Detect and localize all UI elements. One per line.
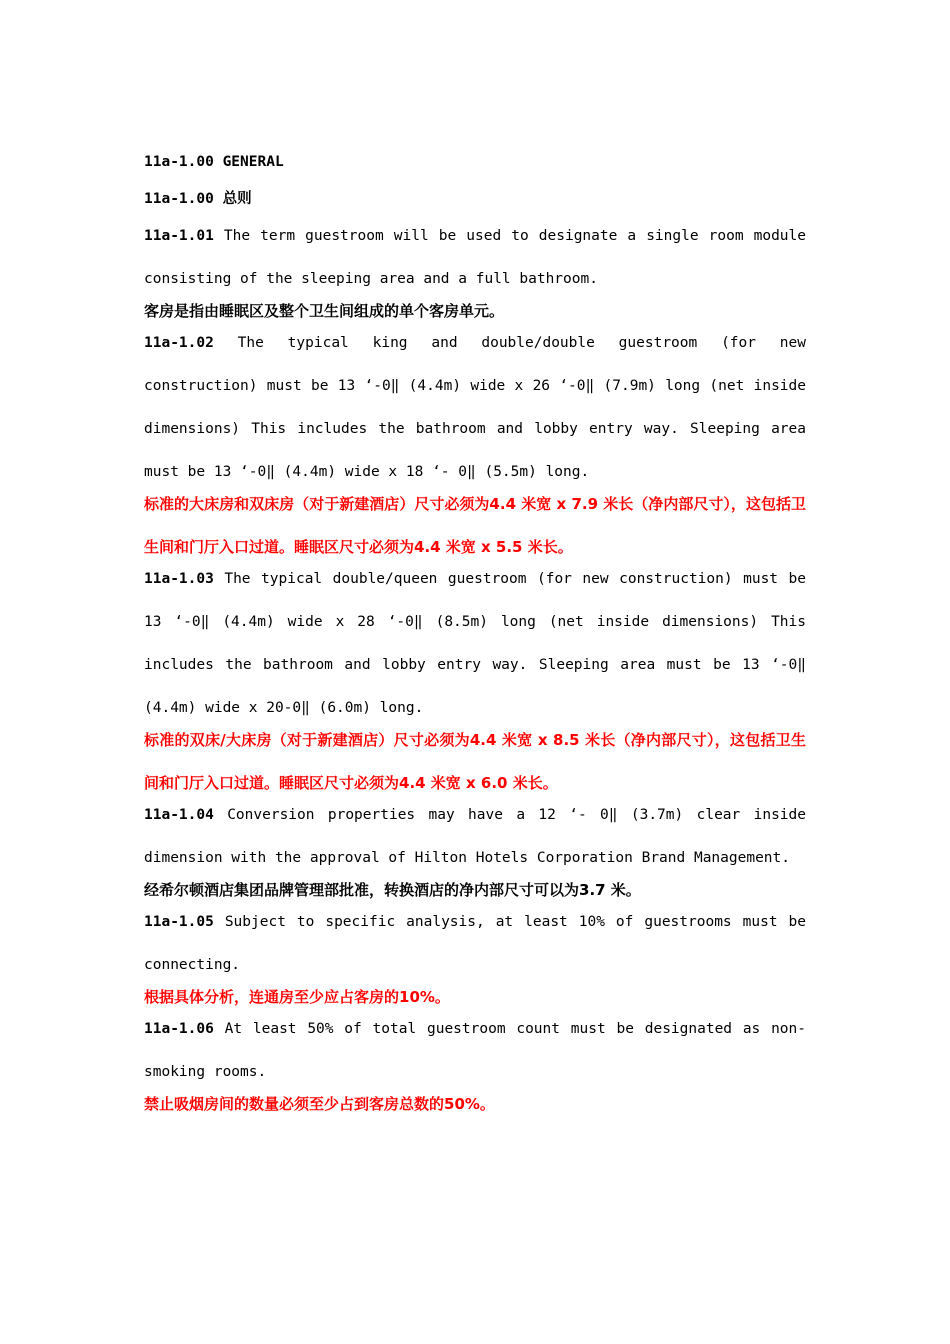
clause-translation: 禁止吸烟房间的数量必须至少占到客房总数的50%。 bbox=[144, 1095, 495, 1113]
clause-english bbox=[144, 558, 806, 730]
clause-text: The typical king and double/double guestroom (for new construction) must be 13 ‘-0‖ (4.4m) wide x 26 ‘-0‖ (7.9m) long (net inside dimensions) This includes the bathroom and lobby entry way. Sleeping area must be 13 ‘-0‖ (4.4m) wide x 18 ‘- 0‖ (5.5m) long. bbox=[144, 335, 806, 480]
clause-number: 11a-1.01 bbox=[144, 228, 214, 244]
clause-english bbox=[144, 901, 806, 987]
clause-text: Subject to specific analysis, at least 10% of guestrooms must be connecting. bbox=[144, 914, 806, 973]
clause-translation: 客房是指由睡眠区及整个卫生间组成的单个客房单元。 bbox=[144, 302, 505, 320]
document-body bbox=[144, 152, 806, 1123]
clause-text: The typical double/queen guestroom (for new construction) must be 13 ‘-0‖ (4.4m) wide x 28 ‘-0‖ (8.5m) long (net inside dimensions) This includes the bathroom and lobby entry way. Sleeping area must be 13 ‘-0‖ (4.4m) wide x 20-0‖ (6.0m) long. bbox=[144, 571, 806, 716]
clause-translation: 根据具体分析，连通房至少应占客房的10%。 bbox=[144, 988, 450, 1006]
section-heading-english: 11a-1.00 GENERAL bbox=[144, 154, 284, 170]
clause-text: The term guestroom will be used to designate a single room module consisting of the sleeping area and a full bathroom. bbox=[144, 228, 806, 287]
clause-text: At least 50% of total guestroom count must be designated as non-smoking rooms. bbox=[144, 1021, 806, 1080]
clause-translation: 标准的双床/大床房（对于新建酒店）尺寸必须为4.4 米宽 x 8.5 米长（净内部尺寸），这包括卫生间和门厅入口过道。睡眠区尺寸必须为4.4 米宽 x 6.0 米长。 bbox=[144, 731, 806, 792]
clause-number: 11a-1.03 bbox=[144, 571, 214, 587]
clause-translation: 经希尔顿酒店集团品牌管理部批准，转换酒店的净内部尺寸可以为3.7 米。 bbox=[144, 881, 641, 899]
clause-text: Conversion properties may have a 12 ‘- 0‖ (3.7m) clear inside dimension with the approval of Hilton Hotels Corporation Brand Management. bbox=[144, 807, 806, 866]
clause-number: 11a-1.04 bbox=[144, 807, 214, 823]
clause-english bbox=[144, 322, 806, 494]
clause-number: 11a-1.02 bbox=[144, 335, 214, 351]
clause-english bbox=[144, 215, 806, 301]
clause-number: 11a-1.05 bbox=[144, 914, 214, 930]
clause-number: 11a-1.06 bbox=[144, 1021, 214, 1037]
clause-english bbox=[144, 794, 806, 880]
clause-translation: 标准的大床房和双床房（对于新建酒店）尺寸必须为4.4 米宽 x 7.9 米长（净内部尺寸），这包括卫生间和门厅入口过道。睡眠区尺寸必须为4.4 米宽 x 5.5 米长。 bbox=[144, 495, 806, 556]
clause-english bbox=[144, 1008, 806, 1094]
section-heading-chinese: 11a-1.00 总则 bbox=[144, 191, 252, 207]
